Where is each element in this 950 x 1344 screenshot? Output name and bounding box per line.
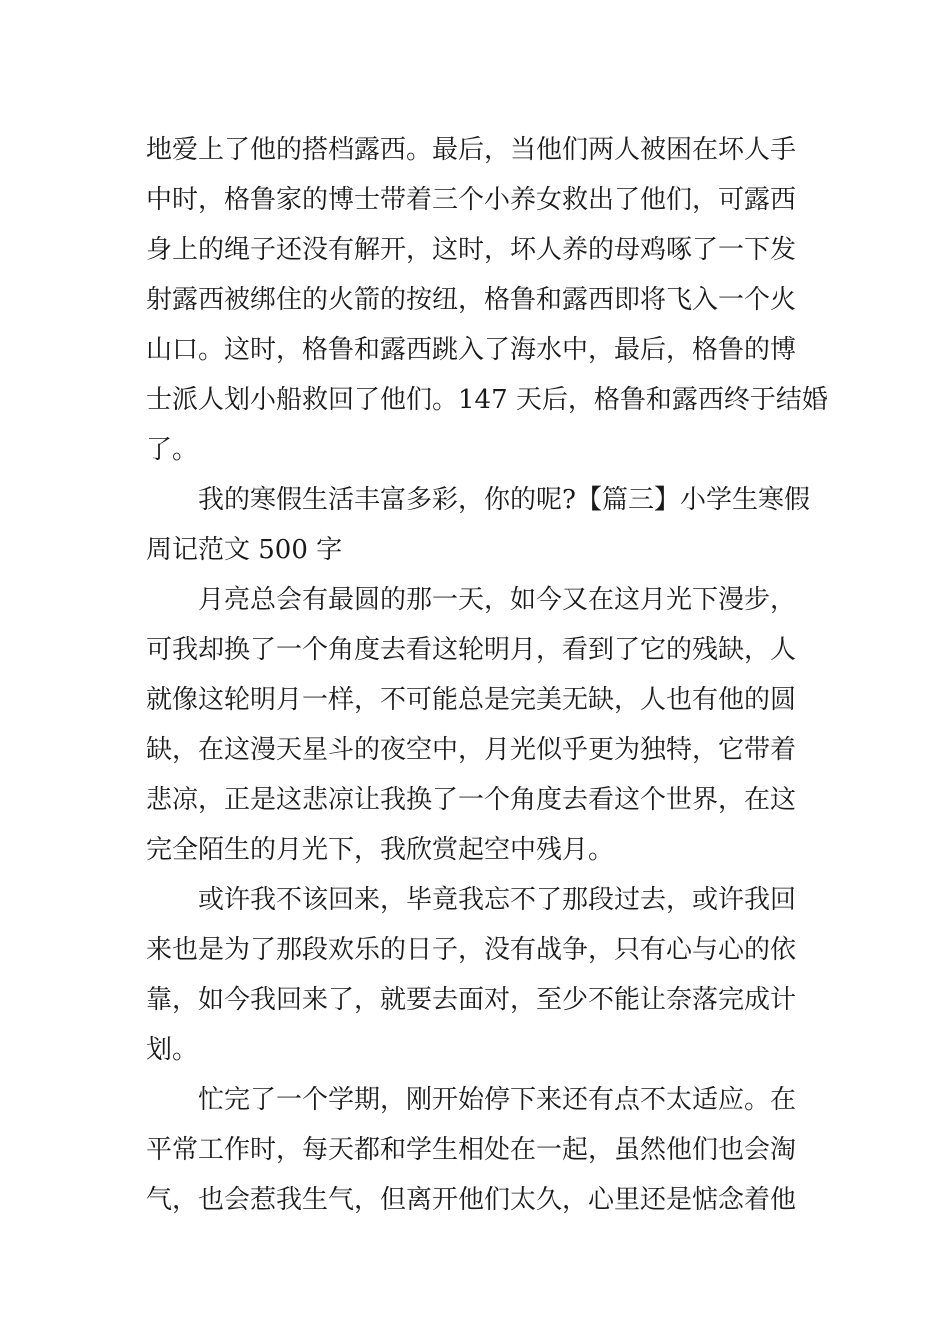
text-line: 了。 — [146, 435, 199, 465]
text-line: 周记范文 500 字 — [146, 535, 343, 565]
text-line: 气，也会惹我生气，但离开他们太久，心里还是惦念着他 — [146, 1185, 797, 1215]
text-line: 士派人划小船救回了他们。147 天后，格鲁和露西终于结婚 — [146, 385, 828, 415]
text-line: 靠，如今我回来了，就要去面对，至少不能让奈落完成计 — [146, 985, 797, 1015]
text-line: 缺，在这漫天星斗的夜空中，月光似乎更为独特，它带着 — [146, 735, 797, 765]
text-line: 山口。这时，格鲁和露西跳入了海水中，最后，格鲁的博 — [146, 335, 797, 365]
text-line: 完全陌生的月光下，我欣赏起空中残月。 — [146, 835, 615, 865]
paragraph-start-line: 或许我不该回来，毕竟我忘不了那段过去，或许我回 — [198, 885, 797, 915]
text-line: 地爱上了他的搭档露西。最后，当他们两人被困在坏人手 — [146, 135, 797, 165]
text-line: 射露西被绑住的火箭的按纽，格鲁和露西即将飞入一个火 — [146, 285, 797, 315]
text-line: 就像这轮明月一样，不可能总是完美无缺，人也有他的圆 — [146, 685, 797, 715]
paragraph-start-line: 忙完了一个学期，刚开始停下来还有点不太适应。在 — [198, 1085, 797, 1115]
text-line: 划。 — [146, 1035, 199, 1065]
text-line: 来也是为了那段欢乐的日子，没有战争，只有心与心的依 — [146, 935, 797, 965]
text-line: 中时，格鲁家的博士带着三个小养女救出了他们，可露西 — [146, 185, 797, 215]
text-line: 身上的绳子还没有解开，这时，坏人养的母鸡啄了一下发 — [146, 235, 797, 265]
text-line: 平常工作时，每天都和学生相处在一起，虽然他们也会淘 — [146, 1135, 797, 1165]
paragraph-start-line: 我的寒假生活丰富多彩，你的呢?【篇三】小学生寒假 — [198, 485, 810, 515]
text-line: 可我却换了一个角度去看这轮明月，看到了它的残缺，人 — [146, 635, 797, 665]
text-line: 悲凉，正是这悲凉让我换了一个角度去看这个世界，在这 — [146, 785, 797, 815]
paragraph-start-line: 月亮总会有最圆的那一天，如今又在这月光下漫步， — [198, 585, 797, 615]
